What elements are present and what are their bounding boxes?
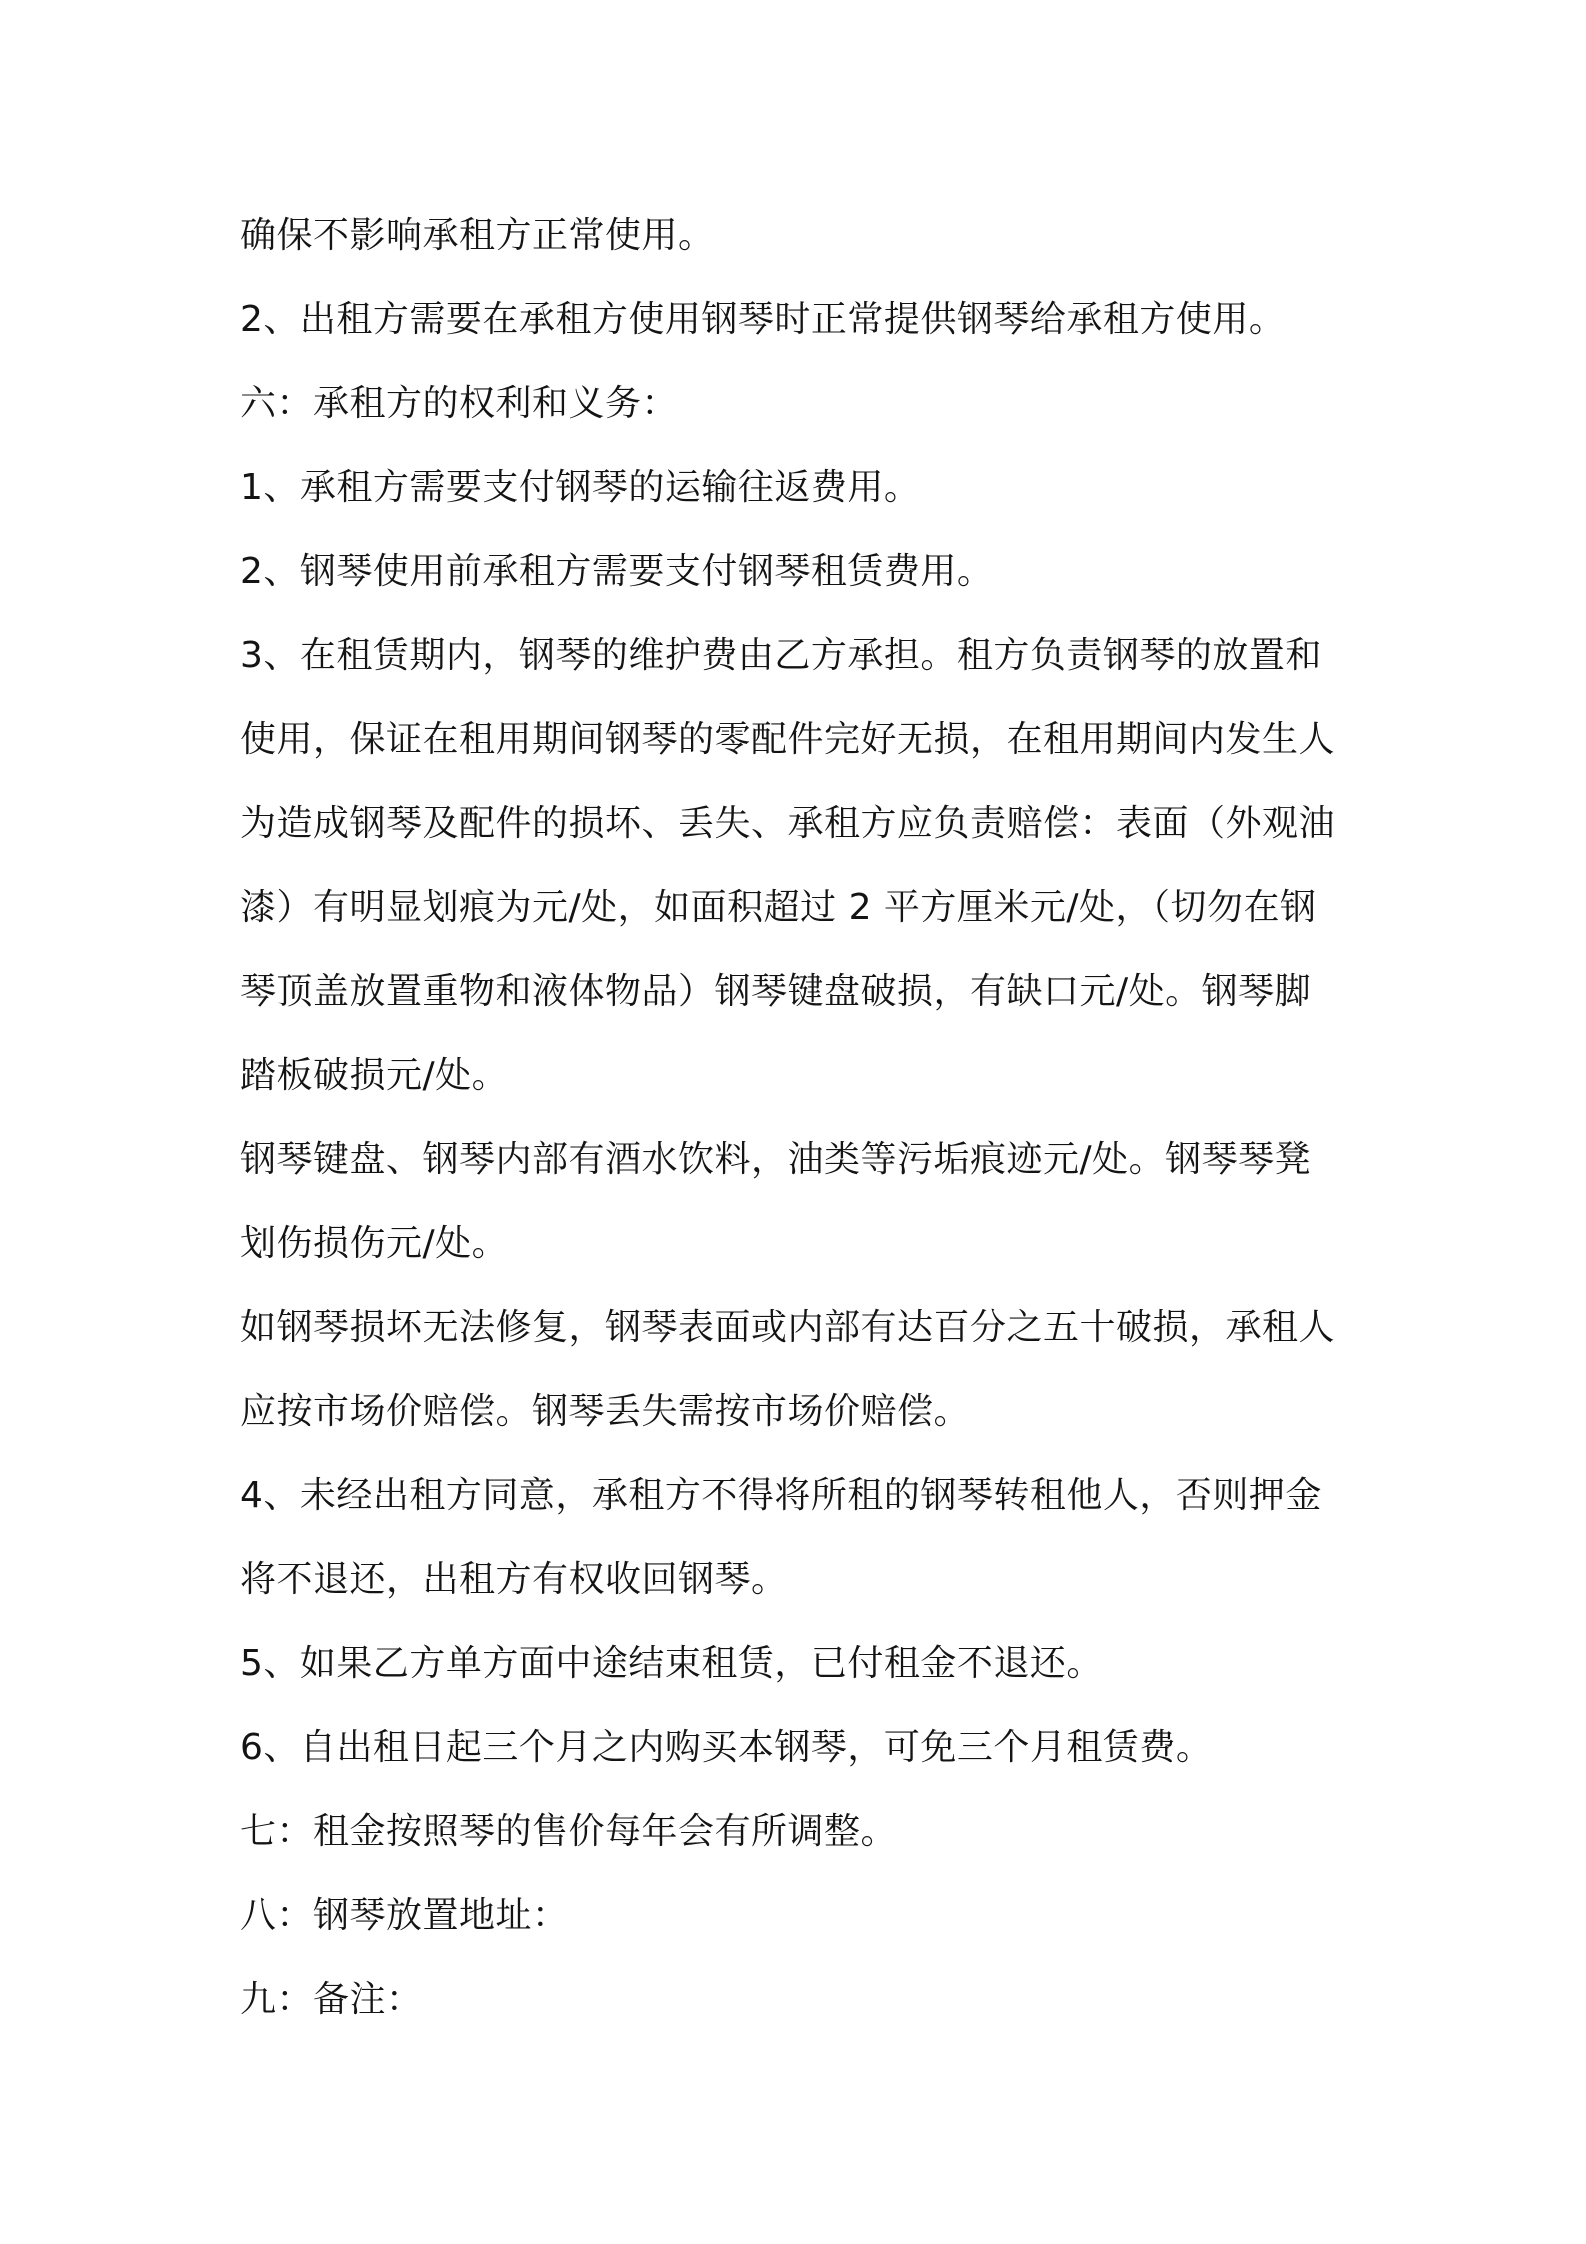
text-line: 如钢琴损坏无法修复，钢琴表面或内部有达百分之五十破损，承租人 xyxy=(240,1307,1336,1348)
text-line: 钢琴键盘、钢琴内部有酒水饮料，油类等污垢痕迹元/处。钢琴琴凳 xyxy=(240,1139,1312,1180)
text-line: 踏板破损元/处。 xyxy=(240,1055,509,1096)
section-heading: 七：租金按照琴的售价每年会有所调整。 xyxy=(240,1811,898,1852)
text-line: 4、未经出租方同意，承租方不得将所租的钢琴转租他人，否则押金 xyxy=(240,1475,1322,1516)
document-body xyxy=(240,194,1360,2042)
section-heading: 九：备注： xyxy=(240,1979,423,2020)
text-line: 确保不影响承租方正常使用。 xyxy=(240,215,715,256)
section-heading: 八：钢琴放置地址： xyxy=(240,1895,569,1936)
text-line: 划伤损伤元/处。 xyxy=(240,1223,509,1264)
text-line: 1、承租方需要支付钢琴的运输往返费用。 xyxy=(240,467,921,508)
text-line: 琴顶盖放置重物和液体物品）钢琴键盘破损，有缺口元/处。钢琴脚 xyxy=(240,971,1312,1012)
text-line: 使用，保证在租用期间钢琴的零配件完好无损，在租用期间内发生人 xyxy=(240,719,1336,760)
text-line: 2、钢琴使用前承租方需要支付钢琴租赁费用。 xyxy=(240,551,994,592)
text-line: 应按市场价赔偿。钢琴丢失需按市场价赔偿。 xyxy=(240,1391,971,1432)
text-line: 6、自出租日起三个月之内购买本钢琴，可免三个月租赁费。 xyxy=(240,1727,1213,1768)
text-line: 2、出租方需要在承租方使用钢琴时正常提供钢琴给承租方使用。 xyxy=(240,299,1286,340)
text-line: 漆）有明显划痕为元/处，如面积超过 2 平方厘米元/处，（切勿在钢 xyxy=(240,887,1317,928)
section-heading: 六：承租方的权利和义务： xyxy=(240,383,679,424)
text-line: 为造成钢琴及配件的损坏、丢失、承租方应负责赔偿：表面（外观油 xyxy=(240,803,1336,844)
text-line: 将不退还，出租方有权收回钢琴。 xyxy=(240,1559,788,1600)
text-line: 3、在租赁期内，钢琴的维护费由乙方承担。租方负责钢琴的放置和 xyxy=(240,635,1322,676)
text-line: 5、如果乙方单方面中途结束租赁，已付租金不退还。 xyxy=(240,1643,1103,1684)
